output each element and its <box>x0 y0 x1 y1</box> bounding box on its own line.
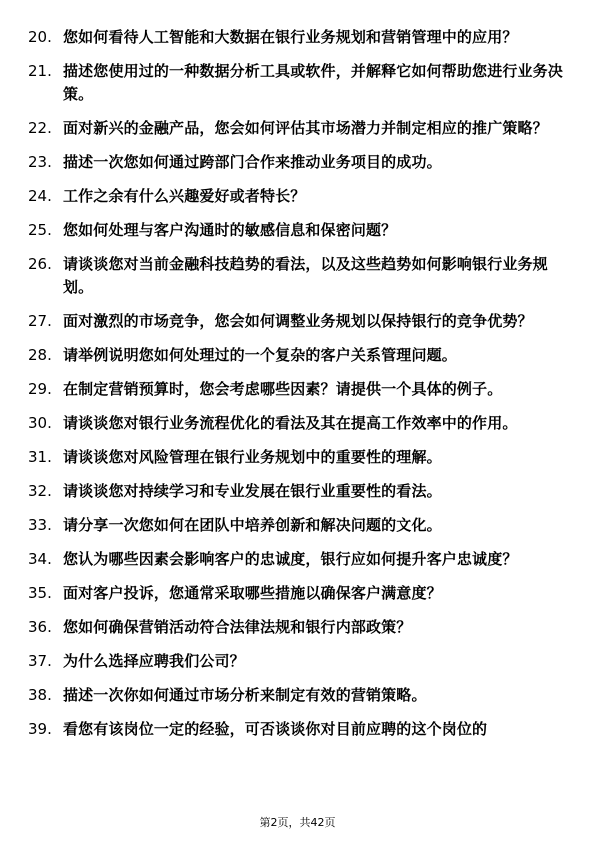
question-text: 面对新兴的金融产品，您会如何评估其市场潜力并制定相应的推广策略？ <box>63 119 548 137</box>
question-item <box>28 117 568 140</box>
question-text: 描述一次你如何通过市场分析来制定有效的营销策略。 <box>63 686 427 704</box>
question-number: 28. <box>28 346 52 364</box>
question-item <box>28 60 568 106</box>
question-text: 请谈谈您对银行业务流程优化的看法及其在提高工作效率中的作用。 <box>63 414 518 432</box>
question-item <box>28 151 568 174</box>
question-item <box>28 718 568 741</box>
question-number: 24. <box>28 187 52 205</box>
question-item <box>28 480 568 503</box>
question-number: 34. <box>28 550 52 568</box>
question-item <box>28 548 568 571</box>
question-text: 看您有该岗位一定的经验，可否谈谈你对目前应聘的这个岗位的 <box>63 720 488 738</box>
question-number: 27. <box>28 312 52 330</box>
question-number: 20. <box>28 28 52 46</box>
question-number: 31. <box>28 448 52 466</box>
question-number: 30. <box>28 414 52 432</box>
question-text: 在制定营销预算时，您会考虑哪些因素？请提供一个具体的例子。 <box>63 380 503 398</box>
question-number: 38. <box>28 686 52 704</box>
question-number: 21. <box>28 62 52 80</box>
question-item <box>28 378 568 401</box>
question-item <box>28 650 568 673</box>
question-item <box>28 616 568 639</box>
question-text: 面对激烈的市场竞争，您会如何调整业务规划以保持银行的竞争优势？ <box>63 312 533 330</box>
question-item <box>28 412 568 435</box>
question-text: 您如何看待人工智能和大数据在银行业务规划和营销管理中的应用？ <box>63 28 518 46</box>
question-text: 请谈谈您对持续学习和专业发展在银行业重要性的看法。 <box>63 482 442 500</box>
question-item <box>28 219 568 242</box>
question-number: 37. <box>28 652 52 670</box>
question-number: 35. <box>28 584 52 602</box>
question-text: 描述您使用过的一种数据分析工具或软件，并解释它如何帮助您进行业务决策。 <box>63 62 563 103</box>
question-item <box>28 253 568 299</box>
question-list <box>28 26 568 752</box>
question-text: 请谈谈您对风险管理在银行业务规划中的重要性的理解。 <box>63 448 442 466</box>
question-number: 36. <box>28 618 52 636</box>
question-item <box>28 185 568 208</box>
question-item <box>28 310 568 333</box>
question-number: 23. <box>28 153 52 171</box>
question-text: 请谈谈您对当前金融科技趋势的看法，以及这些趋势如何影响银行业务规划。 <box>63 255 548 296</box>
question-text: 面对客户投诉，您通常采取哪些措施以确保客户满意度？ <box>63 584 442 602</box>
question-item <box>28 514 568 537</box>
question-item <box>28 684 568 707</box>
question-text: 您如何确保营销活动符合法律法规和银行内部政策？ <box>63 618 412 636</box>
question-text: 您认为哪些因素会影响客户的忠诚度，银行应如何提升客户忠诚度？ <box>63 550 518 568</box>
question-number: 26. <box>28 255 52 273</box>
question-number: 32. <box>28 482 52 500</box>
question-number: 25. <box>28 221 52 239</box>
question-number: 33. <box>28 516 52 534</box>
question-text: 请举例说明您如何处理过的一个复杂的客户关系管理问题。 <box>63 346 457 364</box>
question-number: 22. <box>28 119 52 137</box>
question-text: 描述一次您如何通过跨部门合作来推动业务项目的成功。 <box>63 153 442 171</box>
page-footer: 第2页，共42页 <box>259 816 336 829</box>
question-item <box>28 582 568 605</box>
question-text: 请分享一次您如何在团队中培养创新和解决问题的文化。 <box>63 516 442 534</box>
question-item <box>28 344 568 367</box>
question-text: 工作之余有什么兴趣爱好或者特长？ <box>63 187 306 205</box>
question-item <box>28 26 568 49</box>
question-item <box>28 446 568 469</box>
question-text: 为什么选择应聘我们公司？ <box>63 652 245 670</box>
question-number: 39. <box>28 720 52 738</box>
question-text: 您如何处理与客户沟通时的敏感信息和保密问题？ <box>63 221 397 239</box>
question-number: 29. <box>28 380 52 398</box>
